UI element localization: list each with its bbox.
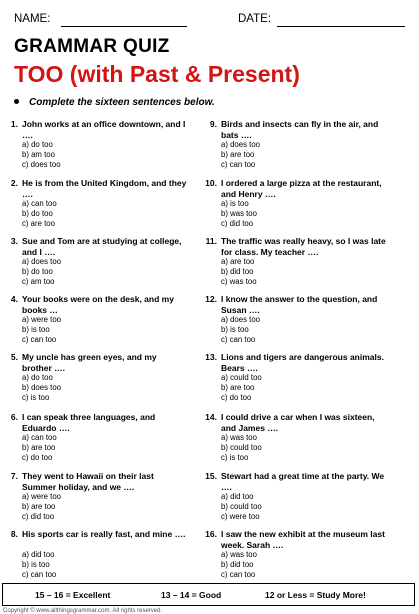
answer-option[interactable]: a) could too	[221, 373, 262, 382]
question-number: 15.	[205, 471, 217, 481]
answer-options	[221, 492, 262, 522]
question-number: 10.	[205, 178, 217, 188]
answer-options	[22, 492, 61, 522]
answer-option[interactable]: b) is too	[221, 325, 249, 334]
question-text: He is from the United Kingdom, and they ….	[22, 178, 187, 199]
answer-options	[221, 433, 262, 463]
answer-option[interactable]: c) do too	[221, 393, 252, 402]
question-number: 16.	[205, 529, 217, 539]
question-text: I can speak three languages, and Eduardo ….	[22, 412, 156, 433]
answer-option[interactable]: b) am too	[22, 150, 55, 159]
quiz-title: GRAMMAR QUIZ	[14, 36, 170, 57]
answer-option[interactable]: c) can too	[221, 335, 256, 344]
answer-option[interactable]: a) do too	[22, 373, 53, 382]
question-text: John works at an office downtown, and I ….	[22, 119, 186, 140]
answer-option[interactable]: c) are too	[22, 219, 55, 228]
question-number: 4.	[10, 294, 18, 304]
question-number: 7.	[10, 471, 18, 481]
question-number: 2.	[10, 178, 18, 188]
question-number: 12.	[205, 294, 217, 304]
answer-options	[22, 373, 61, 403]
answer-option[interactable]: a) were too	[22, 315, 62, 324]
answer-option[interactable]: c) is too	[22, 393, 50, 402]
answer-option[interactable]: a) can too	[22, 433, 57, 442]
answer-option[interactable]: c) can too	[221, 160, 256, 169]
answer-option[interactable]: b) could too	[221, 502, 262, 511]
question-number: 14.	[205, 412, 217, 422]
question-text: Sue and Tom are at studying at college, and I ….	[22, 236, 182, 257]
answer-option[interactable]: b) did too	[221, 267, 254, 276]
answer-options	[22, 140, 61, 170]
answer-option[interactable]: c) were too	[221, 512, 260, 521]
question-number: 5.	[10, 352, 18, 362]
answer-options	[22, 550, 56, 580]
answer-options	[22, 199, 57, 229]
question-text: The traffic was really heavy, so I was late for class. My teacher ….	[221, 236, 386, 257]
answer-options	[221, 550, 257, 580]
answer-option[interactable]: c) was too	[221, 277, 257, 286]
question-text: I could drive a car when I was sixteen, and James ….	[221, 412, 375, 433]
question-text: Your books were on the desk, and my books …	[22, 294, 174, 315]
answer-options	[22, 257, 61, 287]
quiz-subtitle: TOO (with Past & Present)	[14, 61, 300, 87]
question-text: I know the answer to the question, and Susan ….	[221, 294, 378, 315]
answer-option[interactable]: a) does too	[221, 315, 261, 324]
answer-option[interactable]: a) do too	[22, 140, 53, 149]
answer-option[interactable]: a) was too	[221, 433, 257, 442]
question-number: 9.	[209, 119, 217, 129]
answer-options	[221, 257, 257, 287]
answer-options	[221, 373, 262, 403]
answer-option[interactable]: c) did too	[221, 219, 254, 228]
answer-option[interactable]: b) does too	[22, 383, 62, 392]
answer-option[interactable]: a) is too	[221, 199, 249, 208]
answer-option[interactable]: b) is too	[22, 560, 50, 569]
answer-option[interactable]: b) do too	[22, 267, 53, 276]
question-text: His sports car is really fast, and mine ….	[22, 529, 186, 539]
question-number: 1.	[10, 119, 18, 129]
answer-option[interactable]: b) was too	[221, 209, 257, 218]
answer-option[interactable]: b) are too	[22, 443, 56, 452]
answer-option[interactable]: b) could too	[221, 443, 262, 452]
instruction-text: Complete the sixteen sentences below.	[29, 97, 215, 108]
score-excellent: 15 – 16 = Excellent	[35, 590, 111, 600]
name-field[interactable]	[61, 26, 187, 27]
question-text: They went to Hawaii on their last Summer holiday, and we ….	[22, 471, 154, 492]
question-number: 8.	[10, 529, 18, 539]
date-label: DATE:	[238, 13, 272, 25]
score-study-more: 12 or Less = Study More!	[265, 590, 366, 600]
question-number: 13.	[205, 352, 217, 362]
question-number: 11.	[205, 236, 217, 246]
score-good: 13 – 14 = Good	[161, 590, 222, 600]
date-field[interactable]	[277, 26, 405, 27]
answer-option[interactable]: a) was too	[221, 550, 257, 559]
score-box	[2, 583, 415, 606]
question-number: 6.	[10, 412, 18, 422]
question-text: My uncle has green eyes, and my brother ….	[22, 352, 157, 373]
answer-option[interactable]: c) am too	[22, 277, 55, 286]
answer-options	[221, 199, 257, 229]
answer-option[interactable]: b) is too	[22, 325, 50, 334]
answer-option[interactable]: b) do too	[22, 209, 53, 218]
answer-option[interactable]: a) can too	[22, 199, 57, 208]
answer-option[interactable]: c) can too	[22, 335, 57, 344]
answer-option[interactable]: b) are too	[221, 150, 255, 159]
answer-options	[22, 315, 61, 345]
answer-option[interactable]: c) is too	[221, 453, 249, 462]
answer-option[interactable]: c) can too	[221, 570, 256, 579]
answer-option[interactable]: b) are too	[22, 502, 56, 511]
answer-option[interactable]: a) does too	[221, 140, 261, 149]
question-number: 3.	[10, 236, 18, 246]
copyright-text: Copyright © www.allthingsgrammar.com. All rights reserved.	[3, 608, 163, 614]
answer-option[interactable]: a) are too	[221, 257, 255, 266]
answer-options	[221, 140, 260, 170]
answer-option[interactable]: c) does too	[22, 160, 61, 169]
answer-option[interactable]: b) are too	[221, 383, 255, 392]
question-text: Stewart had a great time at the party. We ….	[221, 471, 385, 492]
answer-option[interactable]: b) did too	[221, 560, 254, 569]
question-text: Lions and tigers are dangerous animals. Bears ….	[221, 352, 384, 373]
question-text: I saw the new exhibit at the museum last week. Sarah ….	[221, 529, 385, 550]
instructions	[14, 97, 215, 108]
answer-option[interactable]: a) does too	[22, 257, 62, 266]
question-text: Birds and insects can fly in the air, and bats ….	[221, 119, 379, 140]
answer-option[interactable]: a) were too	[22, 492, 62, 501]
answer-option[interactable]: a) did too	[221, 492, 254, 501]
answer-option[interactable]: c) did too	[22, 512, 55, 521]
name-label: NAME:	[14, 13, 51, 25]
answer-option[interactable]: a) did too	[22, 550, 55, 559]
answer-options	[22, 433, 57, 463]
answer-options	[221, 315, 260, 345]
question-text: I ordered a large pizza at the restaurant, and Henry ….	[221, 178, 382, 199]
bullet-icon	[14, 99, 19, 104]
answer-option[interactable]: c) can too	[22, 570, 57, 579]
answer-option[interactable]: c) do too	[22, 453, 53, 462]
